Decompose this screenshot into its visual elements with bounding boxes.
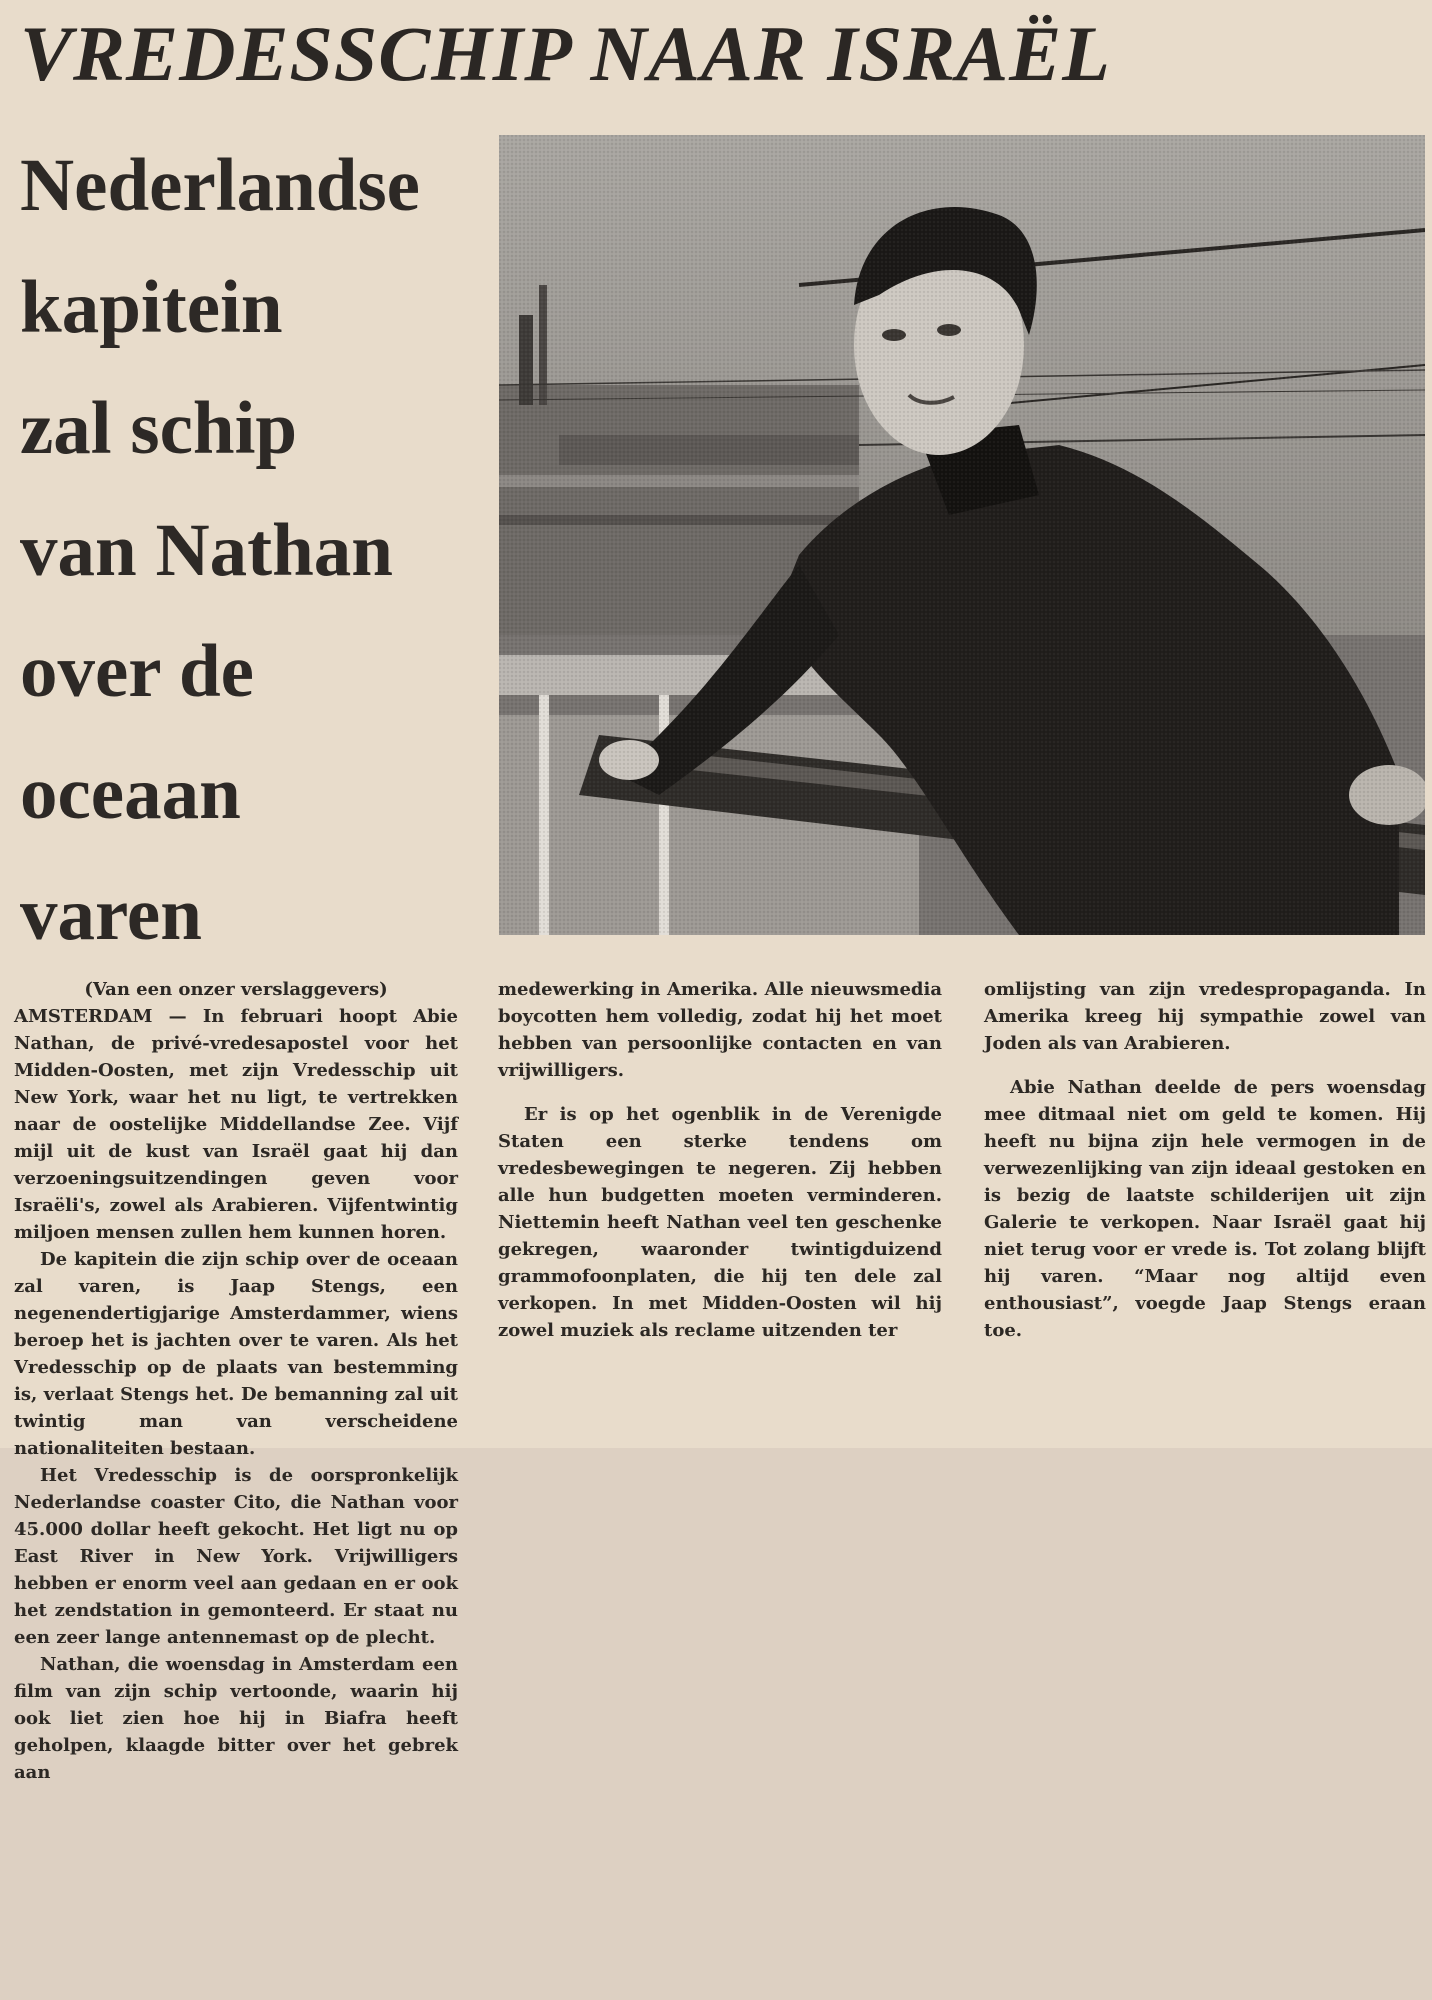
article-column-3 [984, 976, 1426, 1344]
news-photo [499, 135, 1425, 935]
headline-line: kapitein [20, 265, 283, 349]
paragraph: medewerking in Amerika. Alle nieuwsmedia boycotten hem volledig, zodat hij het moet hebben van persoonlijke contacten en van vrijwilligers. [498, 979, 942, 1081]
paragraph: Het Vredesschip is de oorspronkelijk Nederlandse coaster Cito, die Nathan voor 45.000 dollar heeft gekocht. Het ligt nu op East River in New York. Vrijwilligers hebben er enorm veel aan gedaan en er ook het zendstation in gemonteerd. Er staat nu een zeer lange antennemast op de plecht. [14, 1465, 458, 1648]
paragraph: omlijsting van zijn vredespropaganda. In Amerika kreeg hij sympathie zowel van Joden als van Arabieren. [984, 979, 1426, 1054]
paragraph-text: In februari hoopt Abie Nathan, de privé-vredesapostel voor het Midden-Oosten, met zijn Vredesschip uit New York, waar het nu ligt, te vertrekken naar de oostelijke Middellandse Zee. Vijf mijl uit de kust van Israël gaat hij dan verzoeningsuitzendingen geven voor Israëli's, zowel als Arabieren. Vijfentwintig miljoen mensen zullen hem kunnen horen. [14, 1006, 458, 1243]
headline-line: oceaan [20, 751, 241, 835]
headline-line: zal schip [20, 387, 298, 470]
byline: (Van een onzer verslaggevers) [84, 979, 388, 1000]
man-on-ship-deck-photo [499, 135, 1425, 935]
headline-line: Nederlandse [20, 144, 420, 227]
paragraph [14, 1003, 458, 1246]
dateline: AMSTERDAM — [14, 1006, 187, 1027]
paragraph: De kapitein die zijn schip over de oceaan zal varen, is Jaap Stengs, een negenendertigjarige Amsterdammer, wiens beroep het is jachten over te varen. Als het Vredesschip op de plaats van bestemming is, verlaat Stengs het. De bemanning zal uit twintig man van verscheidene nationaliteiten bestaan. [14, 1249, 458, 1459]
paragraph: Abie Nathan deelde de pers woensdag mee ditmaal niet om geld te komen. Hij heeft nu bijna zijn hele vermogen in de verwezenlijking van zijn ideaal gestoken en is bezig de laatste schilderijen uit zijn Galerie te verkopen. Naar Israël gaat hij niet terug voor er vrede is. Tot zolang blijft hij varen. “Maar nog altijd even enthousiast”, voegde Jaap Stengs eraan toe. [984, 1077, 1426, 1341]
headline-line: over de [20, 630, 254, 713]
paragraph: Er is op het ogenblik in de Verenigde Staten een sterke tendens om vredesbewegingen te negeren. Zij hebben alle hun budgetten moeten verminderen. Niettemin heeft Nathan veel ten geschenke gekregen, waaronder twintigduizend grammofoonplaten, die hij ten dele zal verkopen. In met Midden-Oosten wil hij zowel muziek als reclame uitzenden ter [498, 1104, 942, 1341]
article-column-2 [498, 976, 942, 1344]
headline [20, 125, 480, 976]
article-column-1 [14, 976, 458, 1786]
kicker-heading: VREDESSCHIP NAAR ISRAËL [20, 10, 1111, 97]
paragraph: Nathan, die woensdag in Amsterdam een film van zijn schip vertoonde, waarin hij ook liet zien hoe hij in Biafra heeft geholpen, klaagde bitter over het gebrek aan [14, 1654, 458, 1783]
headline-line: van Nathan [20, 508, 394, 592]
headline-line: varen [20, 873, 202, 956]
